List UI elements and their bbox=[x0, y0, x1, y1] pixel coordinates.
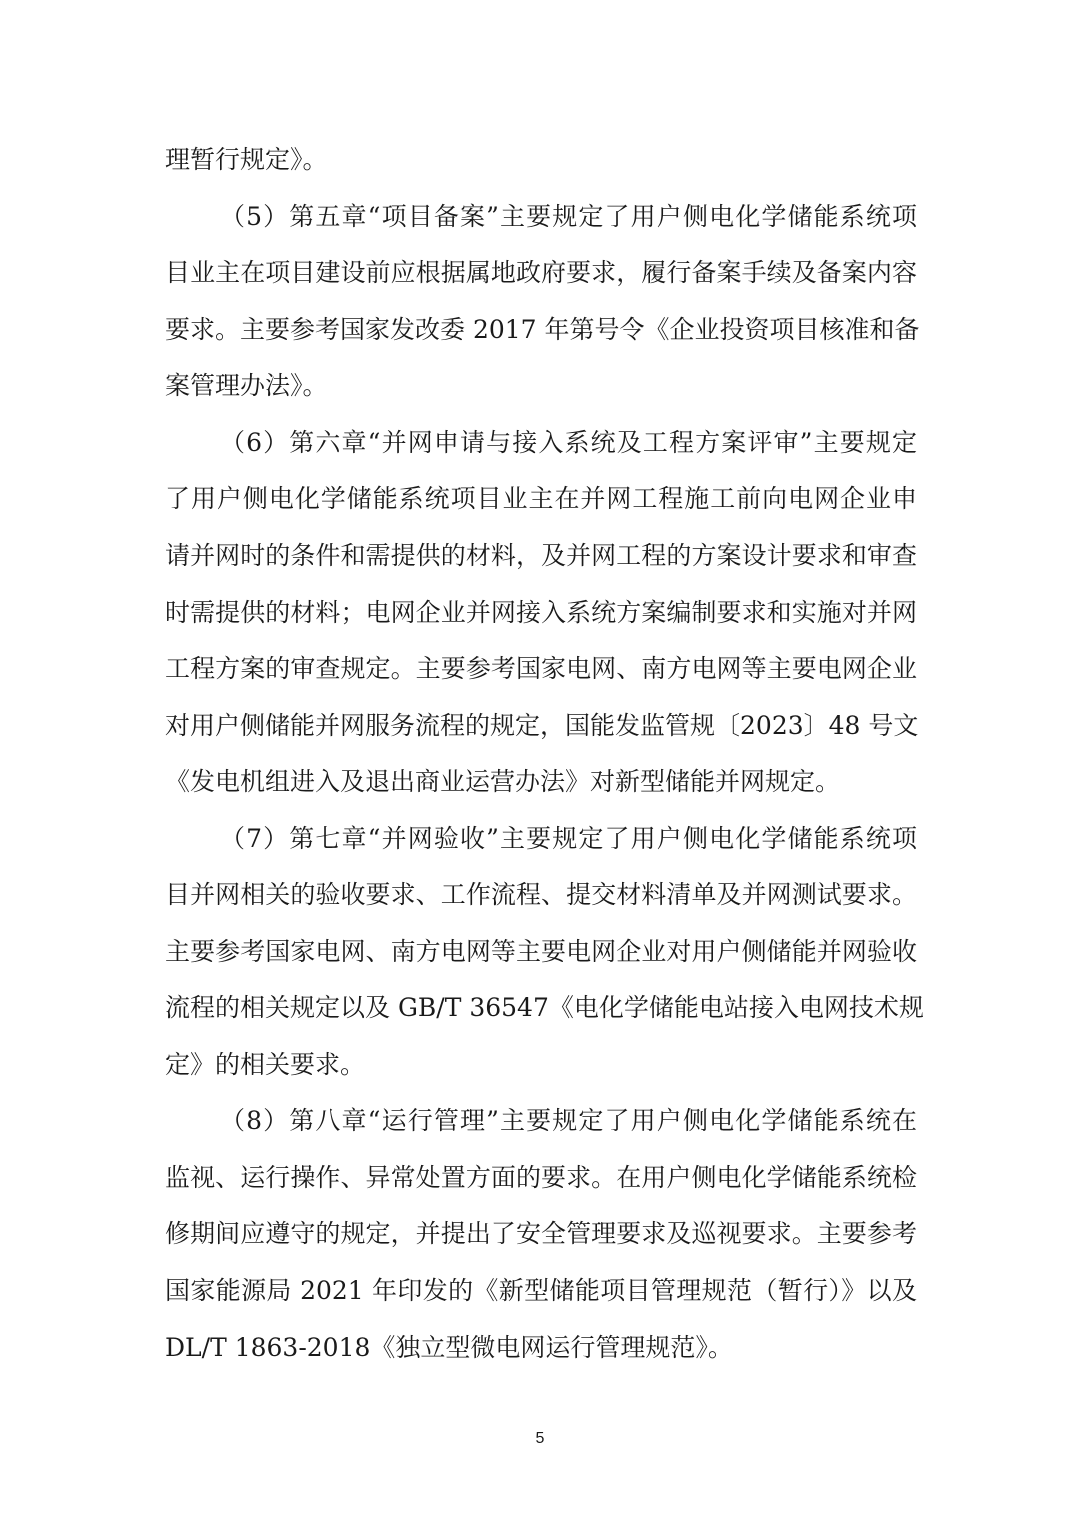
text-line: 《发电机组进入及退出商业运营办法》对新型储能并网规定。 bbox=[165, 767, 841, 796]
text-line: 监视、运行操作、异常处置方面的要求。在用户侧电化学储能系统检 bbox=[165, 1163, 917, 1192]
text-line: 工程方案的审查规定。主要参考国家电网、南方电网等主要电网企业 bbox=[165, 654, 917, 683]
text-line: 国家能源局 2021 年印发的《新型储能项目管理规范（暂行）》以及 bbox=[165, 1276, 917, 1305]
text-line: 时需提供的材料；电网企业并网接入系统方案编制要求和实施对并网 bbox=[165, 598, 917, 627]
text-line: （8）第八章“运行管理”主要规定了用户侧电化学储能系统在 bbox=[220, 1106, 917, 1135]
page-number: 5 bbox=[535, 1430, 545, 1447]
text-line: 定》的相关要求。 bbox=[165, 1050, 366, 1079]
text-line: （7）第七章“并网验收”主要规定了用户侧电化学储能系统项 bbox=[220, 824, 917, 853]
text-line: DL/T 1863-2018《独立型微电网运行管理规范》。 bbox=[165, 1333, 733, 1362]
text-line: 要求。主要参考国家发改委 2017 年第号令《企业投资项目核准和备 bbox=[165, 315, 920, 344]
text-line: 目业主在项目建设前应根据属地政府要求，履行备案手续及备案内容 bbox=[165, 258, 917, 287]
text-line: 流程的相关规定以及 GB/T 36547《电化学储能电站接入电网技术规 bbox=[165, 993, 924, 1022]
text-line: （5）第五章“项目备案”主要规定了用户侧电化学储能系统项 bbox=[220, 202, 917, 231]
text-line: 了用户侧电化学储能系统项目业主在并网工程施工前向电网企业申 bbox=[165, 484, 917, 513]
text-line: 修期间应遵守的规定，并提出了安全管理要求及巡视要求。主要参考 bbox=[165, 1219, 917, 1248]
text-line: 对用户侧储能并网服务流程的规定，国能发监管规〔2023〕48 号文 bbox=[165, 711, 919, 740]
text-line: 主要参考国家电网、南方电网等主要电网企业对用户侧储能并网验收 bbox=[165, 937, 917, 966]
text-line: （6）第六章“并网申请与接入系统及工程方案评审”主要规定 bbox=[220, 428, 917, 457]
text-line: 案管理办法》。 bbox=[165, 371, 328, 400]
text-line: 理暂行规定》。 bbox=[165, 145, 328, 174]
text-line: 目并网相关的验收要求、工作流程、提交材料清单及并网测试要求。 bbox=[165, 880, 917, 909]
text-line: 请并网时的条件和需提供的材料，及并网工程的方案设计要求和审查 bbox=[165, 541, 917, 570]
